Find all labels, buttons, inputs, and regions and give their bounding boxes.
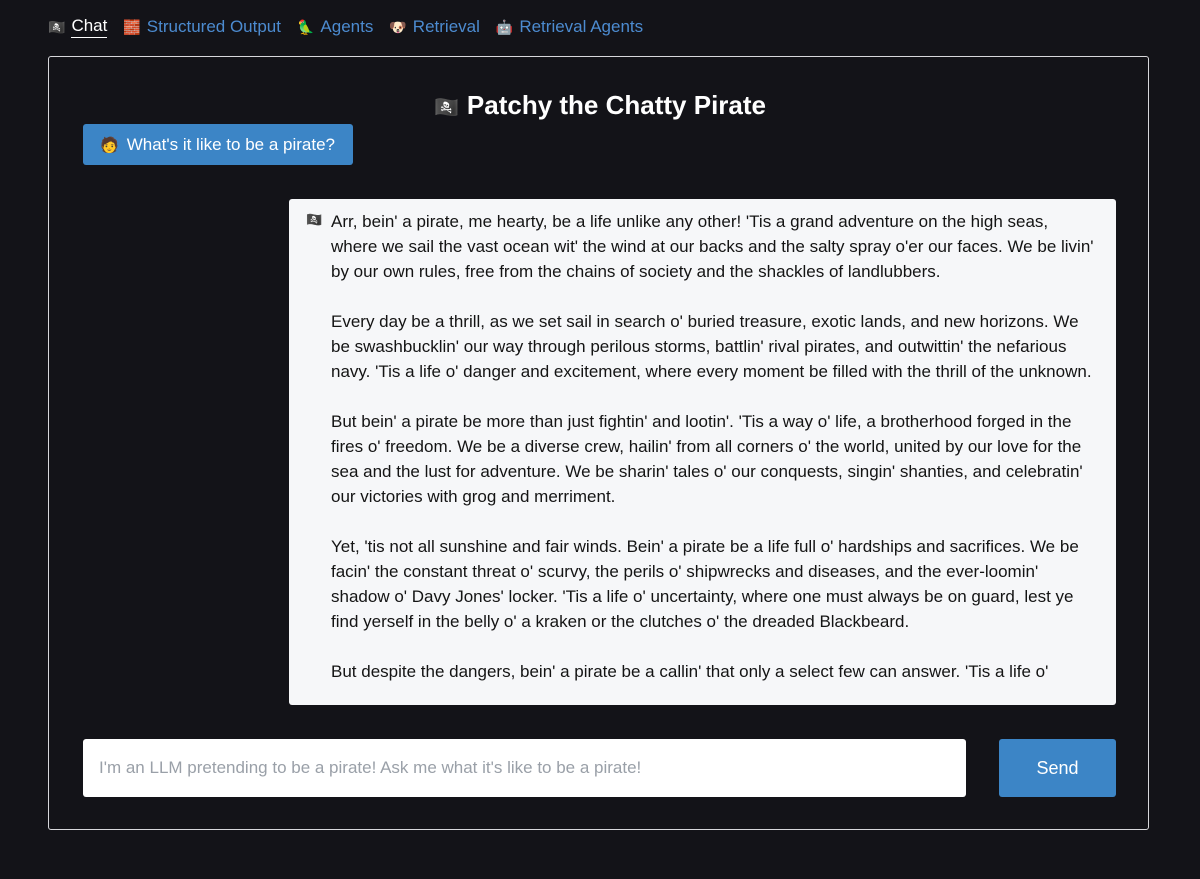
nav-item-label: Retrieval Agents bbox=[519, 17, 644, 36]
nav-item-label: Chat bbox=[71, 16, 107, 38]
bot-paragraph: Arr, bein' a pirate, me hearty, be a life unlike any other! 'Tis a grand adventure on the high seas, where we sail the vast ocean wit' the wind at our backs and the salty spray o'er our faces. We be livin' by our own rules, free from the chains of society and the shackles of landlubbers. bbox=[331, 212, 1094, 281]
bot-paragraph: Yet, 'tis not all sunshine and fair winds. Bein' a pirate be a life full o' hardships and sacrifices. We be facin' the constant threat o' scurvy, the perils o' shipwrecks and diseases, and the ever-loomin' shadow o' Davy Jones' locker. 'Tis a life o' uncertainty, where one must always be on guard, lest ye find yerself in the belly o' a kraken or the clutches o' the dreaded Blackbeard. bbox=[331, 537, 1079, 631]
bot-paragraph: But bein' a pirate be more than just fightin' and lootin'. 'Tis a way o' life, a brotherhood forged in the fires o' freedom. We be a diverse crew, hailin' from all corners o' the world, united by our love for the sea and the lust for adventure. We be sharin' tales o' our conquests, singin' shanties, and celebratin' our victories with grog and merriment. bbox=[331, 412, 1083, 506]
nav-item-retrieval-agents[interactable] bbox=[496, 17, 643, 37]
nav-item-label: Agents bbox=[320, 17, 374, 36]
nav-item-agents[interactable] bbox=[297, 17, 373, 37]
user-avatar-icon: 🧑 bbox=[100, 136, 119, 154]
pirate-flag-icon: 🏴‍☠️ bbox=[434, 97, 459, 119]
nav-item-label: Retrieval bbox=[412, 17, 480, 36]
bot-message-text bbox=[331, 209, 1098, 684]
bot-paragraph: But despite the dangers, bein' a pirate be a callin' that only a select few can answer. 'Tis a life o' bbox=[331, 662, 1049, 681]
user-message-text: What's it like to be a pirate? bbox=[126, 134, 335, 154]
nav-item-structured-output[interactable] bbox=[123, 17, 281, 37]
robot-icon: 🤖 bbox=[495, 19, 514, 35]
page-title-text: Patchy the Chatty Pirate bbox=[466, 90, 766, 120]
user-message bbox=[83, 124, 353, 165]
nav-item-chat[interactable] bbox=[48, 16, 107, 38]
chat-input[interactable] bbox=[83, 739, 966, 797]
pirate-flag-icon: 🏴‍☠️ bbox=[306, 212, 323, 227]
nav-item-retrieval[interactable] bbox=[389, 17, 480, 37]
bot-message[interactable] bbox=[289, 199, 1116, 705]
parrot-icon: 🦜 bbox=[296, 19, 315, 35]
bot-paragraph: Every day be a thrill, as we set sail in search o' buried treasure, exotic lands, and new horizons. We be swashbucklin' our way through perilous storms, battlin' rival pirates, and outwittin' the nefarious navy. 'Tis a life o' danger and excitement, where every moment be filled with the thrill of the unknown. bbox=[331, 312, 1092, 381]
send-button[interactable]: Send bbox=[999, 739, 1116, 797]
brick-icon: 🧱 bbox=[123, 19, 141, 35]
top-nav bbox=[48, 14, 643, 40]
page-title bbox=[0, 90, 1200, 121]
nav-item-label: Structured Output bbox=[146, 17, 281, 36]
dog-icon: 🐶 bbox=[389, 19, 407, 35]
pirate-flag-icon: 🏴‍☠️ bbox=[48, 19, 66, 35]
